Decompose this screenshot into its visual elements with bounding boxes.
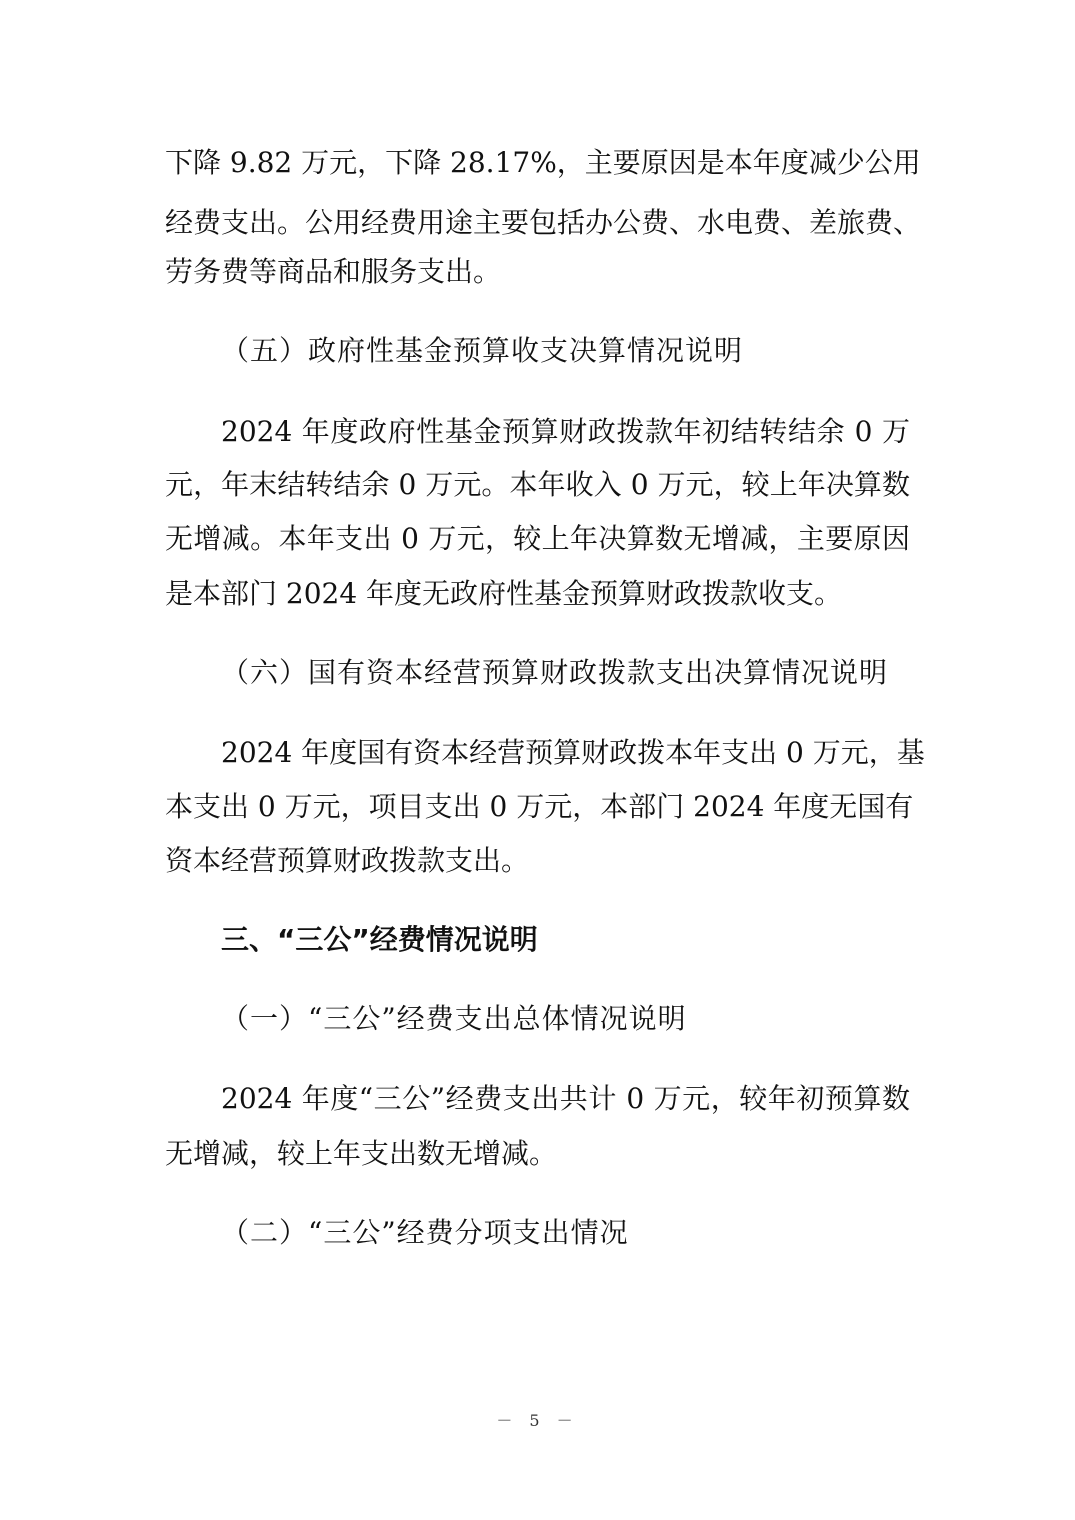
paragraph-line: 2024 年度国有资本经营预算财政拨本年支出 0 万元，基 xyxy=(221,736,925,769)
paragraph-line: 资本经营预算财政拨款支出。 xyxy=(165,844,530,877)
paragraph-line: 无增减，较上年支出数无增减。 xyxy=(165,1137,558,1170)
chapter-heading-3: 三、“三公”经费情况说明 xyxy=(221,923,538,956)
section-heading-5: （五）政府性基金预算收支决算情况说明 xyxy=(221,334,744,367)
paragraph-line: 本支出 0 万元，项目支出 0 万元，本部门 2024 年度无国有 xyxy=(165,790,914,823)
paragraph-line: 劳务费等商品和服务支出。 xyxy=(165,255,502,288)
page-number: － 5 － xyxy=(496,1411,579,1430)
paragraph-line: 2024 年度“三公”经费支出共计 0 万元，较年初预算数 xyxy=(221,1082,910,1115)
paragraph-line: 下降 9.82 万元，下降 28.17%，主要原因是本年度减少公用 xyxy=(165,146,921,179)
paragraph-line: 元，年末结转结余 0 万元。本年收入 0 万元，较上年决算数 xyxy=(165,468,910,501)
paragraph-line: 是本部门 2024 年度无政府性基金预算财政拨款收支。 xyxy=(165,577,843,610)
paragraph-line: 经费支出。公用经费用途主要包括办公费、水电费、差旅费、 xyxy=(165,206,922,239)
section-heading-6: （六）国有资本经营预算财政拨款支出决算情况说明 xyxy=(221,656,889,689)
paragraph-line: 2024 年度政府性基金预算财政拨款年初结转结余 0 万 xyxy=(221,415,910,448)
paragraph-line: 无增减。本年支出 0 万元，较上年决算数无增减，主要原因 xyxy=(165,522,910,555)
section-heading-3-1: （一）“三公”经费支出总体情况说明 xyxy=(221,1002,687,1035)
section-heading-3-2: （二）“三公”经费分项支出情况 xyxy=(221,1216,629,1249)
